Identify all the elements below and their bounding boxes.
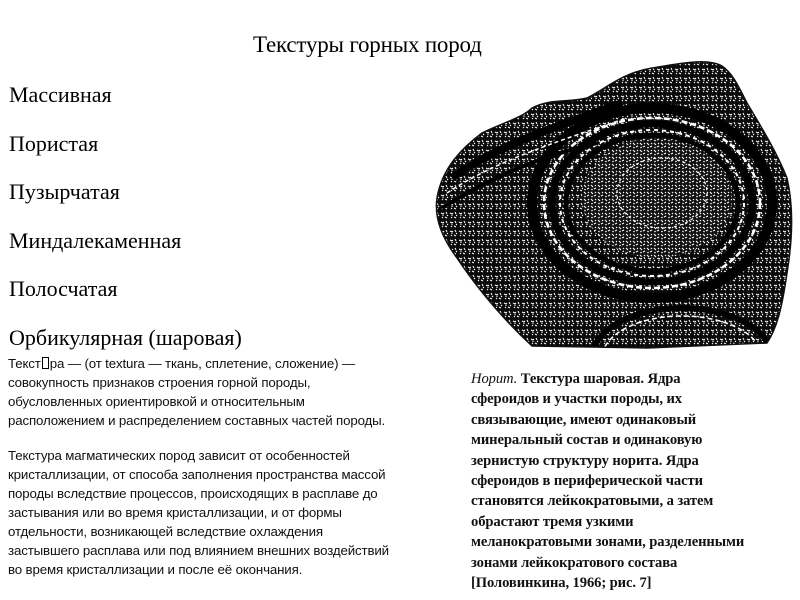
caption-line-8: обрастают тремя узкими (471, 513, 634, 530)
caption-line-6: сфероидов в периферической части (471, 473, 703, 490)
caption-line-1 (471, 369, 800, 389)
caption-line-3: связывающие, имеют одинаковый (471, 411, 697, 428)
caption-line-9: меланократовыми зонами, разделенными (471, 534, 745, 551)
caption-line-10: зонами лейкократового состава (471, 554, 678, 571)
caption-line-1-rest: Текстура шаровая. Ядра (517, 371, 681, 387)
definition-line-4: расположением и распределением составных частей породы. (8, 413, 386, 428)
texture-item-amygdaloidal: Миндалекаменная (9, 227, 182, 253)
caption-citation: [Половинкина, 1966; рис. 7] (471, 575, 652, 592)
definition-line-1-rest: — (от textura — ткань, сплетение, сложение) — (64, 356, 356, 371)
slide-title: Текстуры горных пород (253, 32, 482, 57)
magmatic-line-7: во время кристаллизации и после её окончания. (8, 562, 303, 577)
definition-term-end: ра (49, 356, 65, 371)
magmatic-line-1: Текстура магматических пород зависит от особенностей (8, 448, 350, 463)
caption-rock-name: Норит. (471, 371, 518, 387)
texture-item-porous: Пористая (9, 130, 99, 156)
texture-types-list (9, 80, 242, 371)
magmatic-line-6: застывшего расплава или под влиянием внешних воздействий (8, 543, 389, 558)
texture-item-vesicular: Пузырчатая (9, 179, 120, 204)
definition-term-start: Текст (8, 356, 41, 371)
texture-item-orbicular: Орбикулярная (шаровая) (9, 324, 242, 350)
definition-line-3: обусловленных ориентировкой и относительным (8, 394, 305, 409)
texture-item-banded: Полосчатая (9, 276, 118, 301)
figure-caption (471, 369, 800, 593)
definition-line-2: совокупность признаков строения горной породы, (8, 375, 311, 390)
magmatic-texture-paragraph (8, 446, 458, 579)
caption-line-5: зернистую структуру норита. Ядра (471, 452, 699, 469)
texture-item-massive: Массивная (9, 82, 112, 107)
magmatic-line-3: породы вследствие процессов, происходящих в расплаве до (8, 486, 378, 501)
caption-line-4: минеральный состав и одинаковую (471, 432, 703, 449)
rock-specimen-illustration (422, 58, 800, 350)
magmatic-line-4: застывания или во время кристаллизации, и от формы (8, 505, 342, 520)
orbicular-norite-image (422, 58, 800, 350)
definition-line-1 (8, 354, 458, 373)
magmatic-line-5: отдельности, возникающей вследствие охлаждения (8, 524, 323, 539)
missing-glyph-icon (42, 357, 49, 369)
magmatic-line-2: кристаллизации, от способа заполнения пространства массой (8, 467, 386, 482)
caption-line-2: сфероидов и участки породы, их (471, 391, 682, 408)
texture-definition (8, 354, 458, 430)
caption-line-7: становятся лейкократовыми, а затем (471, 493, 714, 510)
